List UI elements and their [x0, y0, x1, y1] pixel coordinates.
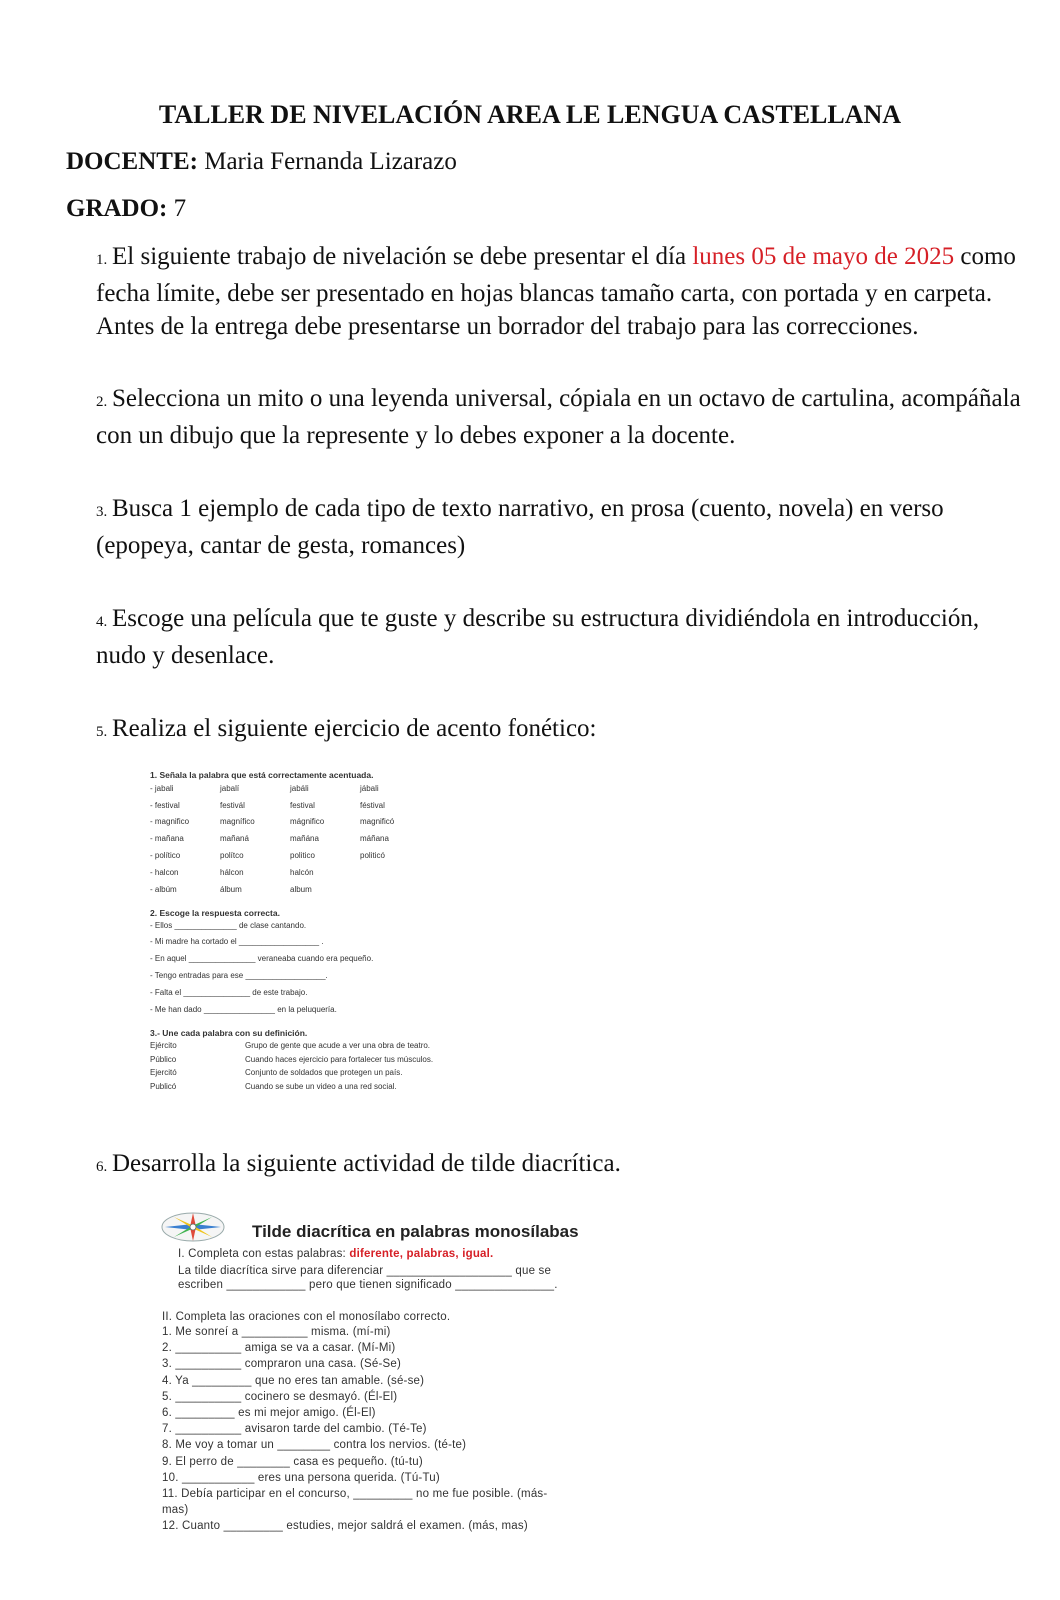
docente-line [66, 148, 457, 176]
word-row [150, 847, 510, 864]
item-6 [96, 1147, 1026, 1184]
word-option: halcón [290, 867, 314, 877]
word-option: - halcon [150, 867, 179, 877]
sentence-line: 5. __________ cocinero se desmayó. (Él-El) [162, 1390, 398, 1403]
fill-line: - Tengo entradas para ese __________________. [150, 970, 328, 980]
ex1-fill-lines [150, 918, 510, 1019]
item-text: Escoge una película que te guste y describe su estructura dividiéndola en introducción, nudo y desenlace. [96, 605, 980, 669]
item-text-cont: como fecha límite, debe ser presentado en hojas blancas tamaño carta, con portada y en carpeta. Antes de la entrega debe presentarse un borrador del trabajo para las correcciones. [96, 243, 1016, 340]
word-option: magnificó [360, 817, 395, 827]
definition-word: Público [150, 1054, 177, 1064]
item-number: 6. [96, 1159, 108, 1175]
definition-row [150, 1052, 510, 1066]
grado-line [66, 195, 186, 223]
word-row [150, 780, 510, 797]
sentence-line: 4. Ya _________ que no eres tan amable. (sé-se) [162, 1374, 425, 1387]
item-text: Busca 1 ejemplo de cada tipo de texto narrativo, en prosa (cuento, novela) en verso (epopeya, cantar de gesta, romances) [96, 495, 944, 559]
ex3-heading: 3.- Une cada palabra con su definición. [150, 1028, 308, 1039]
word-option: festival [290, 800, 315, 810]
definition-word: Ejercitó [150, 1068, 177, 1078]
item-2 [96, 382, 1026, 452]
word-option: jabalí [220, 783, 240, 793]
accent-exercise-sheet [150, 770, 510, 1094]
word-row [150, 797, 510, 814]
fill-line: - En aquel _______________ veraneaba cuando era pequeño. [150, 954, 374, 964]
item-number: 5. [96, 724, 108, 740]
word-option: album [290, 884, 312, 894]
word-option: polítco [220, 851, 244, 861]
item-number: 4. [96, 614, 108, 630]
word-option: politico [290, 851, 315, 861]
item-3 [96, 492, 1026, 562]
item-text: El siguiente trabajo de nivelación se debe presentar el día [112, 243, 693, 270]
sentence-line: 9. El perro de ________ casa es pequeño. (tú-tu) [162, 1455, 423, 1468]
sentence-line: 1. Me sonreí a __________ misma. (mí-mi) [162, 1326, 391, 1338]
ex2-heading: 2. Escoge la respuesta correcta. [150, 907, 280, 918]
definition-row [150, 1038, 510, 1052]
part1-label: I. Completa con estas palabras: [178, 1248, 346, 1260]
diacritic-title: Tilde diacrítica en palabras monosílabas [252, 1222, 579, 1241]
page-title: TALLER DE NIVELACIÓN AREA LE LENGUA CASTELLANA [158, 100, 902, 129]
part1-instruction [178, 1248, 493, 1260]
definition-word: Ejército [150, 1040, 177, 1050]
definition-text: Conjunto de soldados que protegen un país. [245, 1068, 403, 1078]
word-option: - mañana [150, 834, 184, 844]
word-option: mañána [290, 834, 319, 844]
word-option: festivál [220, 800, 245, 810]
item-text: Desarrolla la siguiente actividad de tilde diacrítica. [112, 1150, 621, 1177]
definition-row [150, 1080, 510, 1094]
deadline-date: lunes 05 de mayo de 2025 [692, 243, 955, 270]
word-option: féstival [360, 800, 385, 810]
item-5 [96, 712, 1026, 749]
word-option: álbum [220, 884, 242, 894]
item-text: Selecciona un mito o una leyenda universal, cópiala en un octavo de cartulina, acompáñala con un dibujo que la represente y lo debes exponer a la docente. [96, 385, 1021, 449]
item-1 [96, 240, 1026, 343]
word-row [150, 814, 510, 831]
fill-line: - Me han dado ________________ en la peluquería. [150, 1004, 337, 1014]
grado-label: GRADO: [66, 195, 168, 222]
word-option: - político [150, 851, 181, 861]
word-option: mañaná [220, 834, 249, 844]
sentence-line: 11. Debía participar en el concurso, _________ no me fue posible. (más- [162, 1488, 548, 1500]
sentence-line: 3. __________ compraron una casa. (Sé-Se) [162, 1358, 401, 1371]
fill-line: - Mi madre ha cortado el __________________ . [150, 937, 324, 947]
ex1-word-table [150, 780, 510, 898]
word-option: - magnifico [150, 817, 190, 827]
docente-value: Maria Fernanda Lizarazo [204, 148, 457, 175]
sentence-line: 7. __________ avisaron tarde del cambio. (Té-Te) [162, 1423, 427, 1436]
ex1-heading: 1. Señala la palabra que está correctamente acentuada. [150, 770, 374, 780]
definition-text: Cuando se sube un video a una red social. [245, 1082, 397, 1092]
item-text: Realiza el siguiente ejercicio de acento fonético: [112, 715, 597, 742]
definition-word: Publicó [150, 1082, 177, 1092]
ex1-definitions [150, 1038, 510, 1093]
definition-row [150, 1066, 510, 1080]
part2-instruction: II. Completa las oraciones con el monosílabo correcto. [162, 1311, 451, 1323]
grado-value: 7 [173, 195, 187, 222]
docente-label: DOCENTE: [66, 148, 198, 175]
sentence-line: 12. Cuanto _________ estudies, mejor saldrá el examen. (más, mas) [162, 1520, 528, 1533]
word-option: politicó [360, 851, 385, 861]
item-number: 2. [96, 394, 108, 410]
definition-text: Cuando haces ejercicio para fortalecer tus músculos. [245, 1054, 434, 1064]
word-row [150, 864, 510, 881]
sentence-line: 8. Me voy a tomar un ________ contra los nervios. (té-te) [162, 1439, 467, 1452]
item-number: 3. [96, 504, 108, 520]
fill-line: - Ellos ______________ de clase cantando. [150, 920, 307, 930]
word-option: jábali [360, 783, 379, 793]
sentence-line: 2. __________ amiga se va a casar. (Mí-Mi) [162, 1342, 396, 1355]
compass-rose-logo-icon [160, 1210, 226, 1244]
sentence-line: 10. ___________ eres una persona querida. (Tú-Tu) [162, 1471, 440, 1484]
word-option: - festival [150, 800, 180, 810]
item-4 [96, 602, 1026, 672]
word-option: jabáli [290, 783, 309, 793]
word-row [150, 830, 510, 847]
sentence-line: 6. _________ es mi mejor amigo. (Él-El) [162, 1407, 376, 1419]
part1-words: diferente, palabras, igual. [349, 1248, 494, 1260]
word-option: - jabali [150, 783, 174, 793]
sentence-line: mas) [162, 1504, 189, 1517]
part1-line-b: escriben ____________ pero que tienen significado _______________. [178, 1279, 558, 1291]
word-option: máñana [360, 834, 389, 844]
word-option: mágnifico [290, 817, 325, 827]
part1-line-a: La tilde diacrítica sirve para diferenciar ___________________ que se [178, 1265, 552, 1277]
word-row [150, 881, 510, 898]
fill-line: - Falta el _______________ de este trabajo. [150, 987, 308, 997]
definition-text: Grupo de gente que acude a ver una obra de teatro. [245, 1040, 431, 1050]
word-option: hálcon [220, 867, 244, 877]
word-option: magnífico [220, 817, 255, 827]
word-option: - albúm [150, 884, 177, 894]
item-number: 1. [96, 252, 108, 268]
